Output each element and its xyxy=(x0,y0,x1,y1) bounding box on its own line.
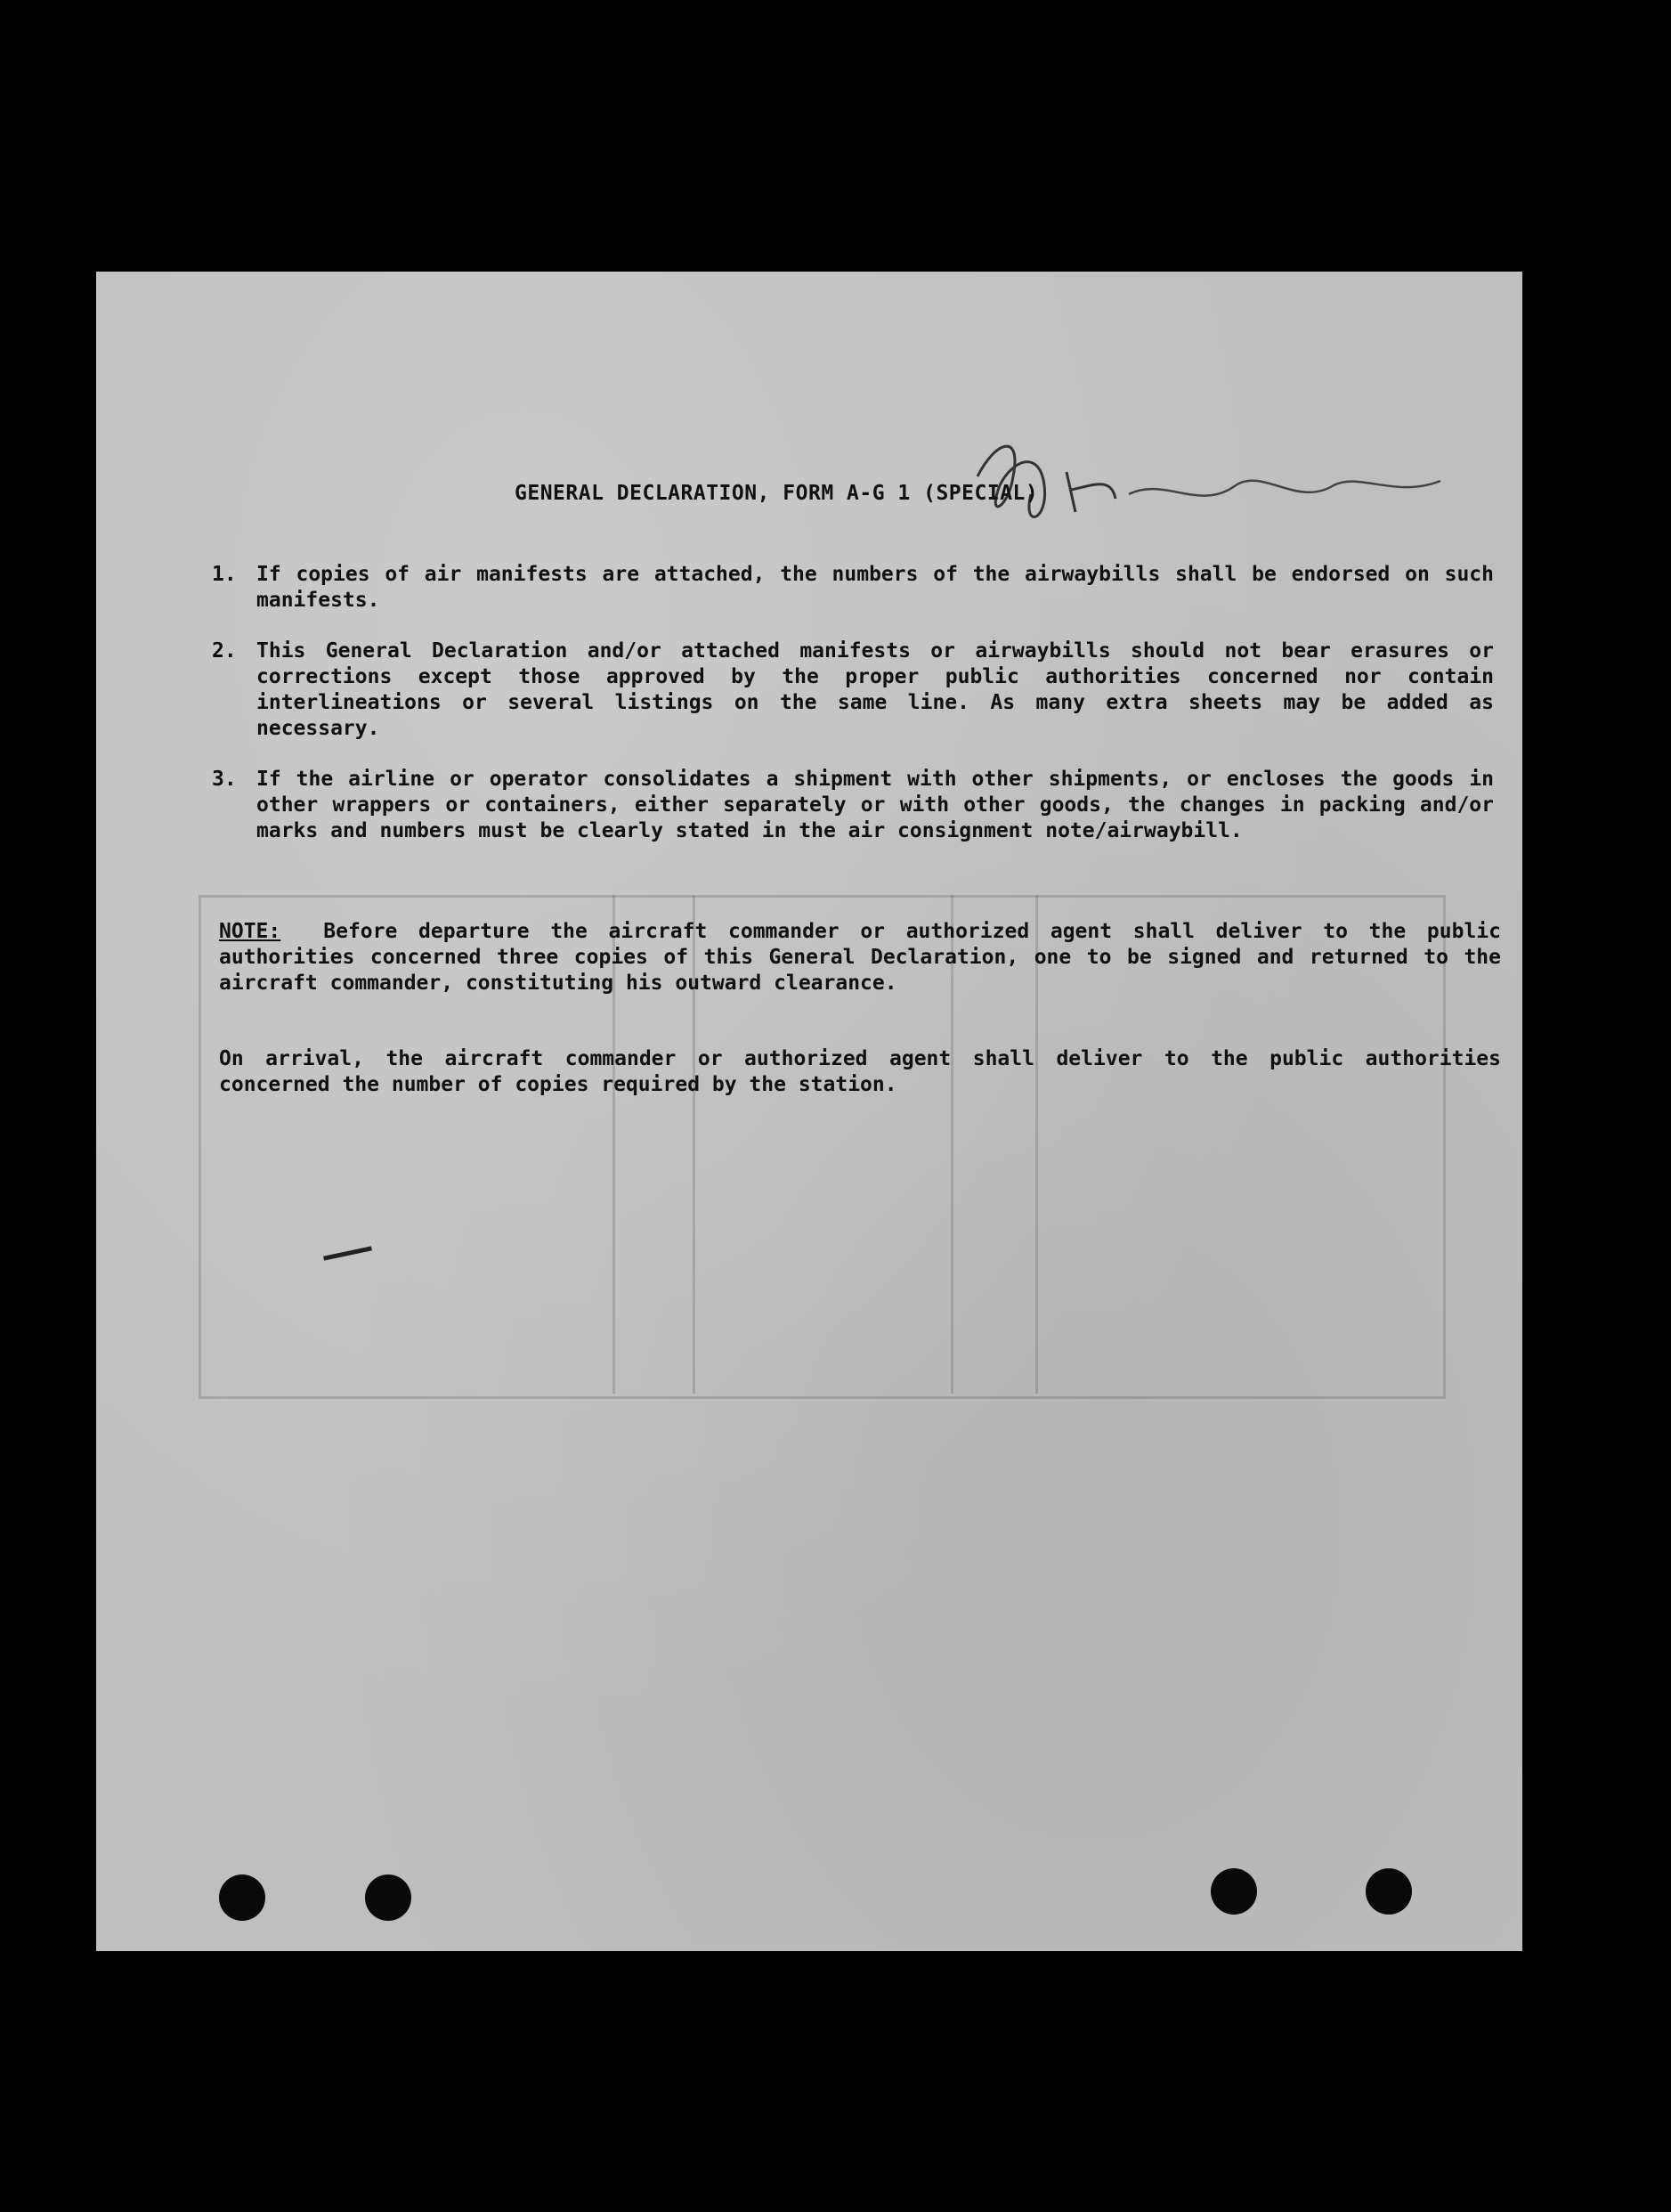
punch-hole xyxy=(365,1875,411,1921)
punch-hole xyxy=(219,1875,265,1921)
note-paragraph xyxy=(219,919,1501,996)
instruction-item-3 xyxy=(212,767,1494,874)
show-through-text xyxy=(488,298,496,332)
page-title: GENERAL DECLARATION, FORM A-G 1 (SPECIAL) xyxy=(515,482,1039,505)
instruction-item-1 xyxy=(212,562,1494,615)
item-text: This General Declaration and/or attached manifests or airwaybills should not bear erasures or corrections except those approved by the proper public authorities concerned nor contain interlineations or several listings on the same line. As many extra sheets may be added as necessary. xyxy=(256,639,1494,740)
note-label: NOTE: xyxy=(219,920,281,943)
document-page xyxy=(96,272,1522,1951)
note-text: Before departure the aircraft commander or authorized agent shall deliver to the public authorities concerned three copies of this General Declaration, one to be signed and returned to the aircraft commander, constituting his outward clearance. xyxy=(219,920,1501,995)
punch-hole xyxy=(1211,1868,1257,1915)
punch-hole xyxy=(1366,1868,1412,1915)
item-number: 2. xyxy=(212,639,237,663)
item-text: If copies of air manifests are attached, the numbers of the airwaybills shall be endorsed on such manifests. xyxy=(256,563,1494,612)
item-number: 3. xyxy=(212,768,237,791)
instruction-item-2 xyxy=(212,638,1494,745)
arrival-paragraph: On arrival, the aircraft commander or authorized agent shall deliver to the public authorities concerned the number of copies required by the station. xyxy=(219,1047,1501,1096)
item-text: If the airline or operator consolidates a shipment with other shipments, or encloses the goods in other wrappers or containers, either separately or with other goods, the changes in packing and/or marks and numbers must be clearly stated in the air consignment note/airwaybill. xyxy=(256,768,1494,842)
item-number: 1. xyxy=(212,563,237,586)
